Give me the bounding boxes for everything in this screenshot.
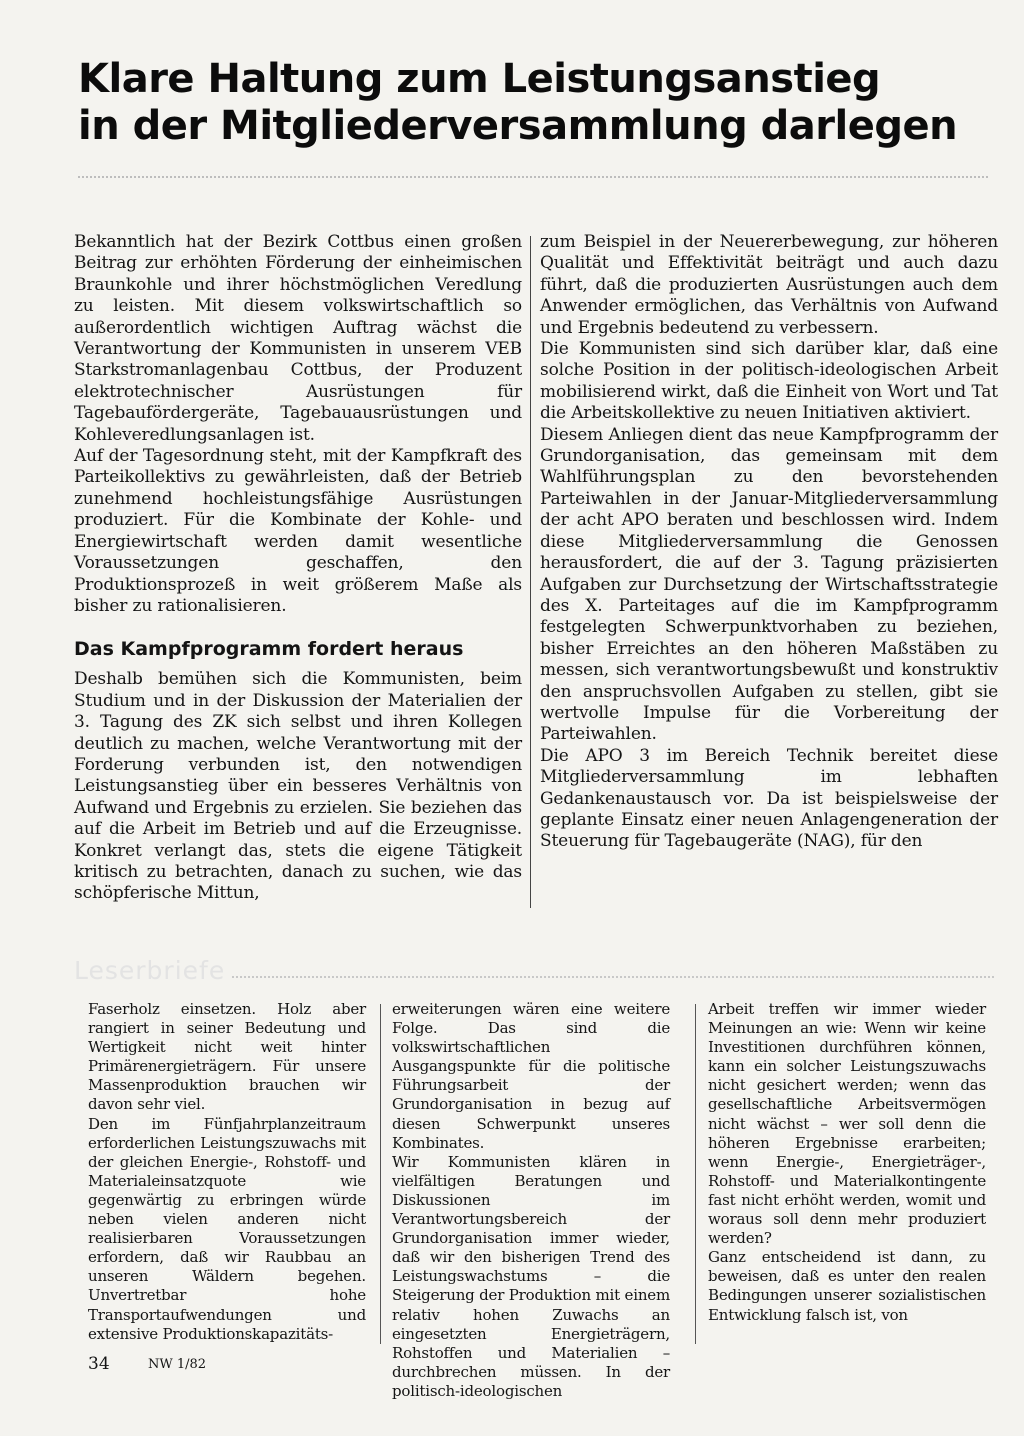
letter-paragraph: Ganz entscheidend ist dann, zu beweisen, daß es unter den realen Bedingungen unserer sozialistischen Entwicklung falsch ist, von xyxy=(708,1248,986,1324)
letters-column-divider xyxy=(695,1004,696,1344)
letters-label-text: Leserbriefe xyxy=(74,956,226,985)
headline-dotted-rule xyxy=(78,176,988,178)
letter-paragraph: Den im Fünfjahrplanzeitraum erforderlichen Leistungszuwachs mit der gleichen Energie-, Rohstoff- und Materialeinsatzquote wie gegenwärtig zu erbringen würde neben vielen anderen nicht realisierbaren Voraussetzungen erfordern, daß wir Raubbau an unseren Wäldern begehen. Unvertretbar hohe Transportaufwendungen und extensive Produktionskapazitäts- xyxy=(88,1114,366,1343)
letters-dotted-rule xyxy=(232,976,994,978)
letters-column-1 xyxy=(88,1000,366,1344)
letter-paragraph: erweiterungen wären eine weitere Folge. Das sind die volkswirtschaftlichen Ausgangspunkte für die politische Führungsarbeit der Grundorganisation in bezug auf diesen Schwerpunkt unseres Kombinates. xyxy=(392,1000,670,1152)
letter-paragraph: Arbeit treffen wir immer wieder Meinungen an wie: Wenn wir keine Investitionen durchführen können, kann ein solcher Leistungszuwachs nicht gesichert werden; wenn das gesellschaftliche Arbeitsvermögen nicht wächst – wer soll denn die höheren Ergebnisse erarbeiten; wenn Energie-, Energieträger-, Rohstoff- und Materialkontingente fast nicht erhöht werden, womit und woraus soll denn mehr produziert werden? xyxy=(708,1000,986,1248)
article-paragraph: Bekanntlich hat der Bezirk Cottbus einen großen Beitrag zur erhöhten Förderung der einheimischen Braunkohle und ihrer höchstmöglichen Veredlung zu leisten. Mit diesem volkswirtschaftlich so außerordentlich wichtigen Auftrag wächst die Verantwortung der Kommunisten in unserem VEB Starkstromanlagenbau Cottbus, der Produzent elektrotechnischer Ausrüstungen für Tagebaufördergeräte, Tagebauausrüstungen und Kohleveredlungsanlagen ist. xyxy=(74,232,522,445)
article-paragraph: Die Kommunisten sind sich darüber klar, daß eine solche Position in der politisch-ideologischen Arbeit mobilisierend wirkt, daß die Einheit von Wort und Tat die Arbeitskollektive zu neuen Initiativen aktiviert. xyxy=(540,339,998,424)
column-divider xyxy=(530,236,531,908)
letters-column-divider xyxy=(380,1004,381,1344)
article-paragraph: Diesem Anliegen dient das neue Kampfprogramm der Grundorganisation, das gemeinsam mit dem Wahlführungsplan zu den bevorstehenden Parteiwahlen in der Januar-Mitgliederversammlung der acht APO beraten und beschlossen wird. Indem diese Mitgliederversammlung die Genossen herausfordert, die auf der 3. Tagung präzisierten Aufgaben zur Durchsetzung der Wirtschaftsstrategie des X. Parteitages auf die im Kampfprogramm festgelegten Schwerpunktvorhaben zu beziehen, bisher Erreichtes an den höheren Maßstäben zu messen, sich verantwortungsbewußt und konstruktiv den anspruchsvollen Aufgaben zu stellen, gibt sie wertvolle Impulse für die Vorbereitung der Parteiwahlen. xyxy=(540,424,998,745)
letters-section-label xyxy=(74,956,994,990)
article-subheading: Das Kampfprogramm fordert heraus xyxy=(74,638,464,661)
letter-paragraph: Wir Kommunisten klären in vielfältigen Beratungen und Diskussionen im Verantwortungsbereich der Grundorganisation immer wieder, daß wir den bisherigen Trend des Leistungswachstums – die Steigerung der Produktion mit einem relativ hohen Zuwachs an eingesetzten Energieträgern, Rohstoffen und Materialien – durchbrechen müssen. In der politisch-ideologischen xyxy=(392,1152,670,1400)
headline-line-2: in der Mitgliederversammlung darlegen xyxy=(78,103,958,149)
letter-paragraph: Faserholz einsetzen. Holz aber rangiert in seiner Bedeutung und Wertigkeit nicht weit hinter Primärenergieträgern. Für unsere Massenproduktion brauchen wir davon sehr viel. xyxy=(88,1000,366,1114)
article-paragraph: Deshalb bemühen sich die Kommunisten, beim Studium und in der Diskussion der Materialien der 3. Tagung des ZK sich selbst und ihren Kollegen deutlich zu machen, welche Verantwortung mit der Forderung verbunden ist, den notwendigen Leistungsanstieg über ein besseres Verhältnis von Aufwand und Ergebnis zu erzielen. Sie beziehen das auf die Arbeit im Betrieb und auf die Erzeugnisse. Konkret verlangt das, stets die eigene Tätigkeit kritisch zu betrachten, danach zu suchen, wie das schöpferische Mittun, xyxy=(74,669,522,904)
article-paragraph: Auf der Tagesordnung steht, mit der Kampfkraft des Parteikollektivs zu gewährleisten, daß der Betrieb zunehmend hochleistungsfähige Ausrüstungen produziert. Für die Kombinate der Kohle- und Energiewirtschaft werden damit wesentliche Voraussetzungen geschaffen, den Produktionsprozeß in weit größerem Maße als bisher zu rationalisieren. xyxy=(74,446,522,616)
letters-column-2 xyxy=(392,1000,670,1401)
article-headline xyxy=(78,56,978,150)
article-paragraph: Die APO 3 im Bereich Technik bereitet diese Mitgliederversammlung im lebhaften Gedankenaustausch vor. Da ist beispielsweise der geplante Einsatz einer neuen Anlagengeneration der Steuerung für Tagebaugeräte (NAG), für den xyxy=(540,745,998,852)
article-column-right xyxy=(540,232,998,853)
article-paragraph: zum Beispiel in der Neuererbewegung, zur höheren Qualität und Effektivität beiträgt und auch dazu führt, daß die produzierten Ausrüstungen auch dem Anwender ermöglichen, das Verhältnis von Aufwand und Ergebnis bedeutend zu verbessern. xyxy=(540,232,998,338)
headline-line-1: Klare Haltung zum Leistungsanstieg xyxy=(78,56,881,102)
letters-column-3 xyxy=(708,1000,986,1325)
article-column-left xyxy=(74,232,522,905)
issue-label: NW 1/82 xyxy=(148,1357,207,1372)
page-number: 34 xyxy=(88,1354,110,1374)
